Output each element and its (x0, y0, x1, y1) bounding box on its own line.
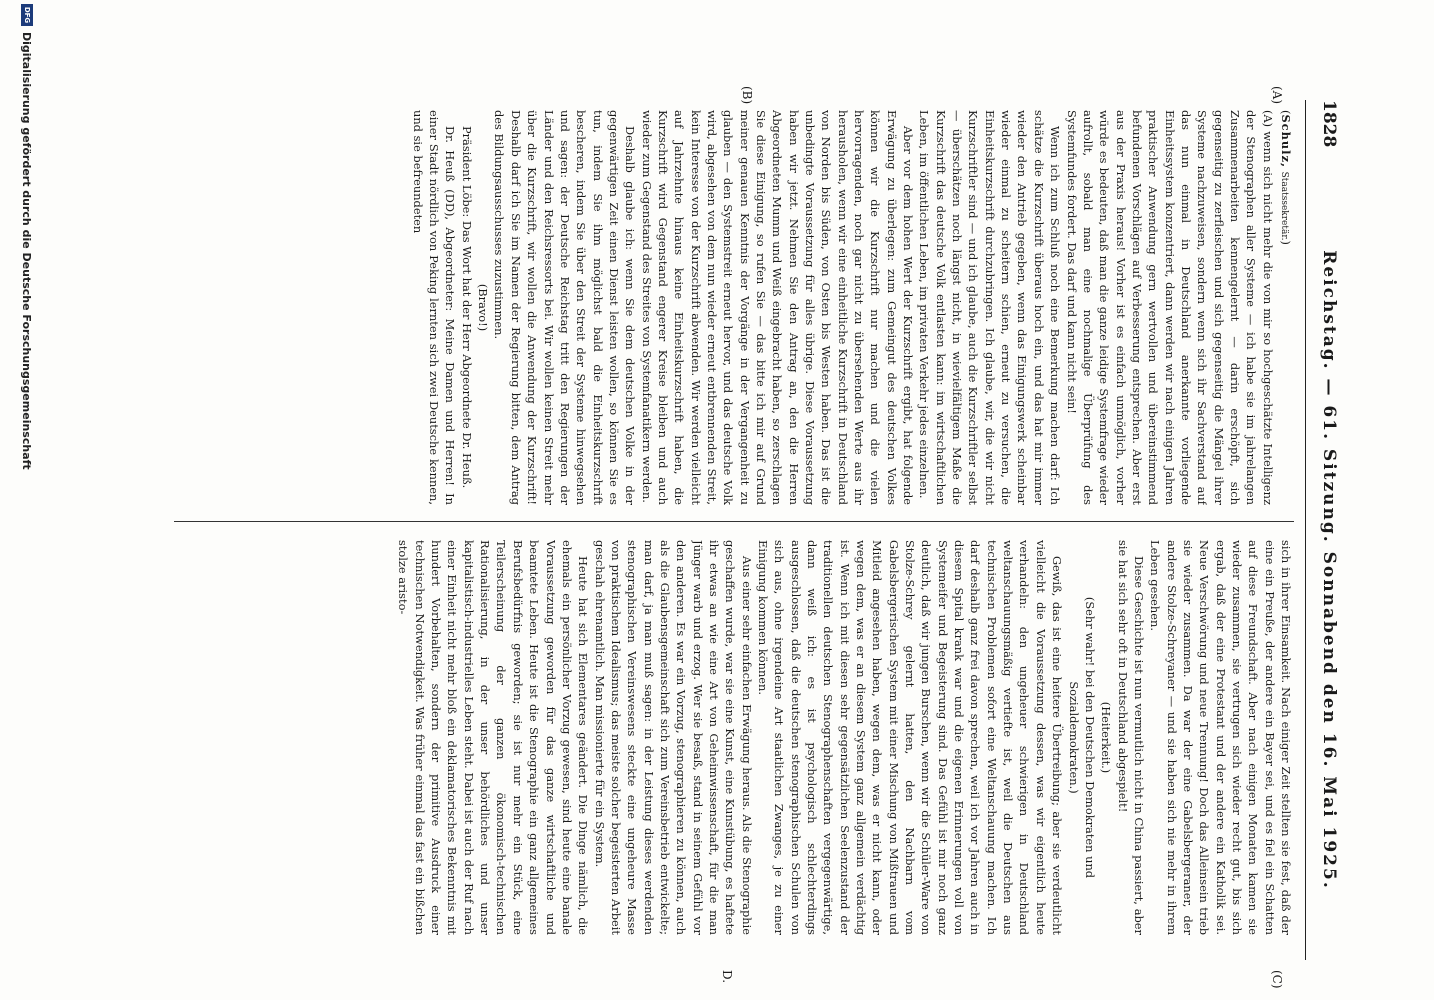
applause-note: (Bravo!) (476, 283, 491, 332)
column-divider (174, 521, 1294, 522)
paragraph: Gewiß, das ist eine heitere Übertreibung; aber sie verdeutlicht vielleicht die Voraussetzung dessen, was wir eigentlich heute verhandeln: den ungeheuer schwierigen in Deutschland weltanschauungsmäßig vertiefte ist, weil die Deutschen aus technischen Problemen sofort eine Weltanschauung machen. Ich darf deshalb ganz frei davon sprechen, weil ich vor Jahren auch in diesem Spital krank war und die eigenen Erinnerungen voll von Systemeifer und Begeisterung sind. Das Gefühl ist mir noch ganz deutlich, daß wir jungen Burschen, wenn wir die Schüler-Ware von Stolze-Schrey gelernt hatten, den Nachbarn vom Gabelsbergerischen System mit einer Mischung von Mißtrauen und Mitleid angesehen haben, wegen dem, was er nicht kann, oder wegen dem, was er an diesem System ganz allgemein verdächtig ist. Wenn ich mit diesen sehr gegensätzlichen Seelenzustand der traditionellen deutschen Stenographenschaften vergegenwärtige, dann weiß ich: es ist psychologisch schlechterdings ausgeschlossen, daß die deutschen stenographischen Schulen von sich aus, ohne irgendeine Art staatlichen Zwanges, je zu einer Einigung kommen können. (756, 540, 1065, 935)
credit-text: Digitalisierung gefördert durch die Deutsche Forschungsgemeinschaft (20, 32, 34, 470)
paragraph: Diese Geschichte ist nun vermutlich nicht in China passiert, aber sie hat sich sehr oft in Deutschland abgespielt! (1115, 540, 1146, 935)
margin-letter-c: (C) (1270, 970, 1284, 989)
header-rule (1305, 100, 1306, 960)
margin-letter-d: D. (720, 970, 734, 984)
margin-letter-a: (A) (1270, 86, 1284, 105)
margin-letter-b: (B) (740, 86, 754, 105)
paragraph: Aber vor dem hohen Wert der Kurzschrift ergibt, hat folgende Erwägung zu überlegen: zum Gemeingut des deutschen Volkes können wir die Kurzschrift nur machen und die vielen hervorragenden, noch gar nicht zu übersehenden Werte aus ihr herausholen, wenn wir eine einheitliche Kurzschrift in Deutschland von Norden bis Süden, von Osten bis Westen haben. Das ist die unbedingte Voraussetzung für alles übrige. Diese Voraussetzung haben wir jetzt. Nehmen Sie den Antrag an, den die Herren Abgeordneten Mumm und Weiß eingebracht haben, so zerschlagen Sie diese Einigung, so rufen Sie — das bitte ich mir auf Grund meiner genauen Kenntnis der Vorgänge in der Vergangenheit zu glauben — den Systemstreit erneut hervor, und das deutsche Volk wird, abgesehen von dem nun wieder erneut entbrennenden Streit, kein Interesse von der Kurzschrift abwenden. Wir werden vielleicht auf Jahrzehnte hinaus keine Einheitskurzschrift haben, die Kurzschrift wird Gegenstand engerer Kreise bleiben und auch wieder zum Gegenstand des Streites von Systemfanatikern werden. (639, 110, 916, 505)
speaker-name: Schulz, (1279, 114, 1293, 168)
speaker-heading: (Schulz, Staatssekretär.) (1279, 110, 1293, 245)
paragraph: Heute hat sich Elementares geändert. Die Dinge nämlich, die ehemals ein persönlicher Vorzug gewesen, sind heute eine banale Voraussetzung geworden für das ganze wirtschaftliche und beamtete Leben. Heute ist die Stenographie ein ganz allgemeines Berufsbedürfnis geworden; sie ist nur mehr ein Stück, eine Teilerscheinung der ganzen ökonomisch-technischen Rationalisierung, in der unser behördliches und unser kapitalistisch-industrielles Leben steht. Dabei ist auch der Ruf nach einer Einheit nicht mehr bloß ein deklamatorisches Bekenntnis mit hundert Vorbehalten, sondern der primitive Ausdruck einer technischen Notwendigkeit. Was früher einmal das fast ein bißchen stolze aristo- (396, 540, 591, 935)
right-column (144, 540, 1294, 935)
paragraph: (A) wenn sich nicht mehr die von mir so hochgeschätzte Intelligenz der Stenographen aller Systeme — ich habe sie im jahrelangen Zusammenarbeiten kennengelernt — darin erschöpft, sich gegenseitig zu zerfleischen und sich gegenseitig die Mängel ihrer Systeme nachzuweisen, sondern wenn sich ihr Sachverstand auf das nun einmal in Deutschland anerkannte vorliegende Einheitssystem konzentriert, dann werden wir nach einigen Jahren praktischer Anwendung gern wertvollen und übereinstimmend befundenen Vorschlägen auf Verbesserung entsprechen. Aber erst aus der Praxis heraus! Vorher ist es einfach unmöglich, vorher würde es bedeuten, daß man die ganze leidige Systemfrage wieder aufrollt, sobald man eine nochmalige Überprüfung des Systemfundes fordert. Das darf und kann nicht sein! (1064, 110, 1275, 505)
paragraph: Aus einer sehr einfachen Erwägung heraus. Als die Stenographie geschaffen wurde, war sie eine Kunst, eine Kunstübung, es haftete ihr etwas an wie eine Art von Geheimwissenschaft, für die man Jünger warb und erzog. Wer sie besaß, stand in seinem Gefühl vor den anderen. Es war ein Vorzug, stenographieren zu können, auch als die Glaubensgemeinschaft sich zum Vereinsbetrieb entwickelte; man darf, ja man muß sagen: in der Leistung dieses werdenden stenographischen Vereinswesens steckte eine ungeheure Masse von praktischem Idealismus; das meiste solcher begeisterten Arbeit geschah ehrenamtlich. Man missionierte für ein System. (592, 540, 754, 935)
heuss-speech-opening: Dr. Heuß (DD), Abgeordneter: Meine Damen und Herren! In einer Stadt nördlich von Peking lernten sich zwei Deutsche kennen, und sie befreundeten (410, 110, 458, 505)
page-number: 1828 (1319, 100, 1339, 148)
paragraph: Deshalb glaube ich: wenn Sie dem deutschen Volke in der gegenwärtigen Zeit einen Dienst leisten wollen, so können Sie es tun, indem Sie ihm möglichst bald die Einheitskurzschrift bescheren, indem Sie über den Streit der Systeme hinwegsehen und sagen: der Deutsche Reichstag tritt den Regierungen der Länder und den Reichsressorts bei. Wir wollen keinen Streit mehr über die Kurzschrift, wir wollen die Anwendung der Kurzschrift! Deshalb darf ich Sie im Namen der Regierung bitten, dem Antrag des Bildungsausschusses zuzustimmen. (492, 110, 638, 505)
speaker-role: Staatssekretär. (1279, 171, 1289, 241)
president-line: Präsident Löbe: Das Wort hat der Herr Abgeordnete Dr. Heuß. (459, 125, 474, 489)
running-title: Reichstag. — 61. Sitzung. Sonnabend den 16. Mai 1925. (1319, 250, 1339, 890)
dfg-logo-icon: DFG (21, 4, 33, 26)
paragraph: Wenn ich zum Schluß noch eine Bemerkung machen darf: Ich schätze die Kurzschrift überaus hoch ein, und das hat mir immer wieder den Antrieb gegeben, wenn das Einigungswerk scheinbar wieder einmal zu scheitern schien, erneut zu versuchen, die Einheitskurzschrift durchzubringen. Ich glaube, wir, die wir nicht Kurzschriftler sind — und ich glaube, auch die Kurzschriftler selbst — überschätzen noch längst nicht, in wievielfältigem Maße die Kurzschrift das deutsche Volk entlasten kann: im wirtschaftlichen Leben, im öffentlichen Leben, im privaten Verkehr jedes einzelnen. (917, 110, 1063, 505)
digitization-credit (16, 0, 38, 1004)
interjection: (Sehr wahr! bei den Deutschen Demokraten und Sozialdemokraten.) (1066, 596, 1097, 879)
interjection: (Heiterkeit.) (1099, 701, 1114, 774)
left-column (144, 110, 1294, 505)
paragraph: sich in ihrer Einsamkeit. Nach einiger Zeit stellten sie fest, daß der eine ein Preuße, der andere ein Bayer sei, und es fiel ein Schatten auf diese Freundschaft. Aber nach einigen Monaten kamen sie wieder zusammen, sie vertrugen sich wieder recht gut, bis sich ergab, daß der eine Protestant und der andere ein Katholik sei. Neue Verschwörung und neue Trennung! Doch das Alleinsein trieb sie wieder zusammen. Da war der eine Gabelsbergeraner, der andere Stolze-Schreyaner — und sie haben sich nie mehr in ihrem Leben gesehen. (1148, 540, 1293, 935)
page-header (1312, 100, 1346, 960)
